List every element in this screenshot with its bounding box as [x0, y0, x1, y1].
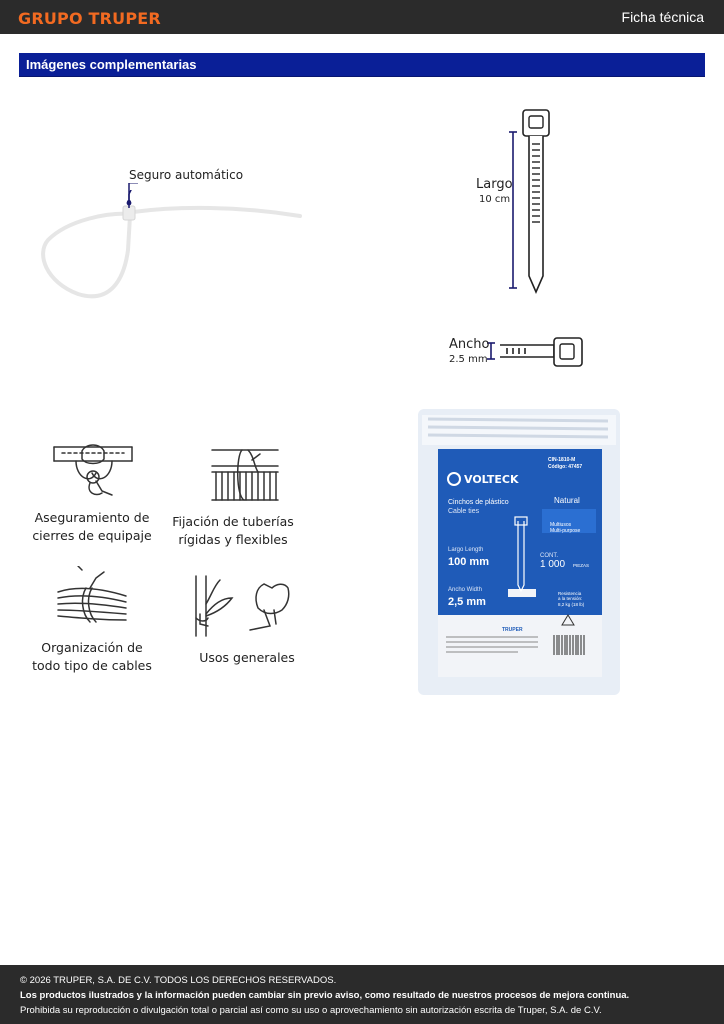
cable-tie-loop-icon	[38, 190, 308, 310]
package-truper-logo: TRUPER	[502, 627, 523, 633]
width-value: 2.5 mm	[449, 354, 488, 365]
length-value: 10 cm	[479, 194, 511, 205]
package-cont-label: CONT.	[540, 553, 558, 559]
luggage-tie-icon	[52, 443, 136, 503]
package-length-value: 100 mm	[448, 556, 489, 568]
use-caption-line: rígidas y flexibles	[178, 532, 288, 547]
use-caption	[172, 649, 322, 667]
package-length-label: Largo Length	[448, 547, 484, 553]
cable-tie-width-icon	[486, 336, 588, 368]
use-caption-line: Organización de	[41, 640, 143, 655]
footer-notice: Los productos ilustrados y la información pueden cambiar sin previo aviso, como resultado de nuestros procesos de mejora continua.	[20, 990, 630, 1001]
package-width-label: Ancho Width	[448, 587, 483, 593]
package-cont-value: 1 000	[540, 559, 566, 570]
footer-copyright: © 2026 TRUPER, S.A. DE C.V. TODOS LOS DERECHOS RESERVADOS.	[20, 975, 337, 986]
cable-bundle-icon	[56, 566, 128, 628]
document-type: Ficha técnica	[621, 9, 704, 25]
use-caption-line: Fijación de tuberías	[172, 514, 294, 529]
use-caption-line: Aseguramiento de	[34, 510, 150, 525]
width-label: Ancho	[449, 337, 490, 352]
general-use-icon	[192, 574, 296, 638]
brand-logo: GRUPO TRUPER	[18, 9, 161, 28]
package-brand: VOLTECK	[464, 473, 519, 486]
package-purpose: Multiusos	[550, 522, 572, 528]
cable-tie-length-icon	[505, 108, 555, 294]
package-cont-unit: PIEZAS	[573, 563, 590, 568]
lock-label: Seguro automático	[129, 168, 244, 182]
package-purpose-en: Multi-purpose	[550, 528, 581, 534]
package-title: Cinchos de plástico	[448, 499, 509, 506]
use-caption	[158, 513, 308, 549]
package-tension: 8,2 kg (18 lb)	[558, 602, 585, 607]
length-label: Largo	[476, 177, 513, 192]
use-caption	[17, 509, 167, 545]
section-title: Imágenes complementarias	[26, 57, 197, 72]
use-caption-line: Usos generales	[199, 650, 295, 665]
package-tension: Resistencia	[558, 591, 582, 596]
product-package-image	[418, 409, 620, 695]
top-bar	[0, 0, 724, 34]
package-color: Natural	[554, 496, 580, 505]
use-caption	[17, 639, 167, 675]
package-title-en: Cable ties	[448, 508, 480, 515]
footer	[0, 965, 724, 1024]
section-header	[19, 53, 705, 77]
pipe-tie-icon	[208, 446, 282, 504]
use-caption-line: todo tipo de cables	[32, 658, 152, 673]
lock-pointer-icon	[126, 183, 138, 209]
package-code: CIN-1810-M	[548, 457, 576, 463]
footer-prohibition: Prohibida su reproducción o divulgación total o parcial así como su uso o aprovechamiento sin autorización escrita de Truper, S.A. de C.V.	[20, 1005, 602, 1016]
package-code: Código: 47457	[548, 464, 583, 470]
use-caption-line: cierres de equipaje	[32, 528, 152, 543]
package-tension: a la tensión:	[558, 596, 583, 601]
package-width-value: 2,5 mm	[448, 596, 486, 608]
